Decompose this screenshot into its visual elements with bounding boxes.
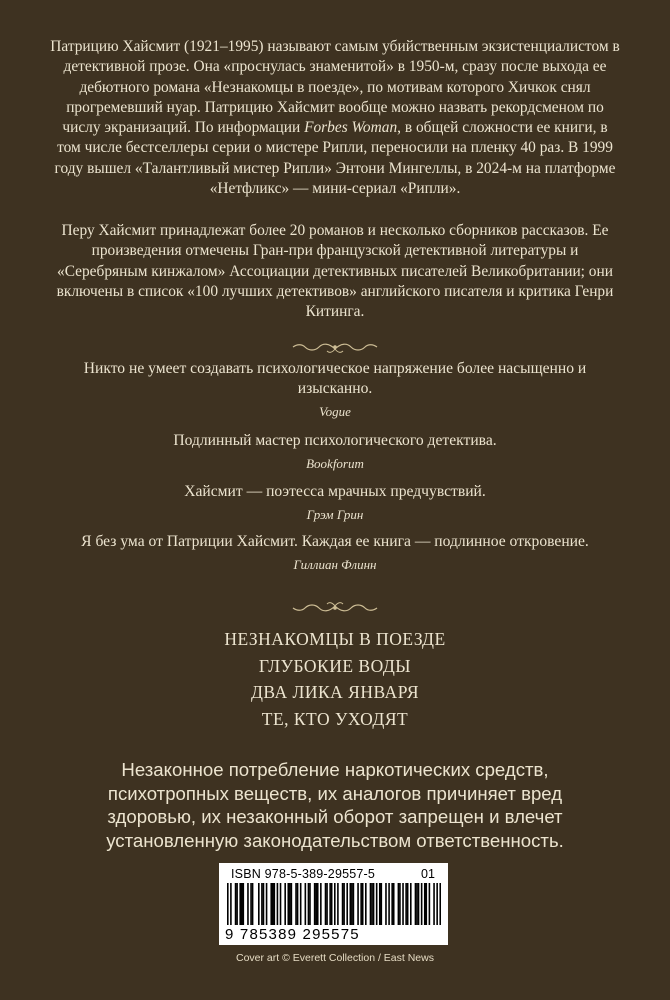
book-title: НЕЗНАКОМЦЫ В ПОЕЗДЕ <box>224 629 446 649</box>
cover-art-credit: Cover art © Everett Collection / East News <box>236 952 434 964</box>
book-title: ГЛУБОКИЕ ВОДЫ <box>258 655 412 676</box>
bio-segment-forbes: Forbes Woman <box>304 119 398 137</box>
book-title: ТЕ, КТО УХОДЯТ <box>261 708 409 729</box>
flourish-ornament-bottom-icon <box>285 596 385 620</box>
author-bio-paragraph-2: Перу Хайсмит принадлежат более 20 романов и несколько сборников рассказов. Ее произведения отмечены Гран-при французской детективной литературы и «Серебряным кинжалом» Ассоциации детективных писателей Великобритании; они включены в список «100 лучших детективов» английского писателя и критика Генри Китинга. <box>56 222 614 321</box>
quote-text: Я без ума от Патриции Хайсмит. Каждая ее книга — подлинное откровение. <box>81 533 589 550</box>
quote-source: Грэм Грин <box>306 507 364 522</box>
barcode-digits: 9 785389 295575 <box>225 926 360 943</box>
quote-text: Хайсмит — поэтесса мрачных предчувствий. <box>184 483 486 500</box>
quote-4 <box>80 532 590 575</box>
barcode-icon <box>227 883 441 927</box>
quote-source: Гиллиан Флинн <box>293 557 377 572</box>
bio-segment-2: , в общей сложности ее книги, в том числе бестселлеры серии о мистере Рипли, переносили на пленку 40 раз. В 1999 году вышел «Талантливый мистер Рипли» Энтони Мингеллы, в 2024-м на платформе «Нетфликс» — мини-сериал «Рипли». <box>54 119 616 198</box>
bio-segment-1: Патрицию Хайсмит (1921–1995) называют самым убийственным экзистенциалистом в детективной прозе. Она «проснулась знаменитой» в 1950-м, сразу после выхода ее дебютного романа «Незнакомцы в поезде», по мотивам которого Хичкок снял прогремевший нуар. Патрицию Хайсмит вообще можно назвать рекордсменом по числу экранизаций. По информации <box>50 38 620 137</box>
barcode-panel <box>219 863 448 945</box>
author-bio-paragraph-1 <box>50 37 620 199</box>
quote-2 <box>80 431 590 474</box>
flourish-ornament-top-icon <box>285 335 385 359</box>
quote-text: Подлинный мастер психологического детектива. <box>173 432 497 449</box>
barcode-addon-number: 01 <box>421 867 435 881</box>
quote-3 <box>80 482 590 525</box>
quote-source: Bookforum <box>306 456 364 471</box>
quote-1 <box>80 359 590 422</box>
book-titles-list <box>0 626 670 732</box>
quote-text: Никто не умеет создавать психологическое напряжение более насыщенно и изысканно. <box>83 360 587 397</box>
isbn-number: ISBN 978-5-389-29557-5 <box>231 867 376 881</box>
health-warning: Незаконное потребление наркотических средств, психотропных веществ, их аналогов причиняет вред здоровью, их незаконный оборот запрещен и влечет установленную законодательством ответственность. <box>106 759 564 851</box>
quote-source: Vogue <box>319 404 351 419</box>
book-title: ДВА ЛИКА ЯНВАРЯ <box>250 682 420 702</box>
